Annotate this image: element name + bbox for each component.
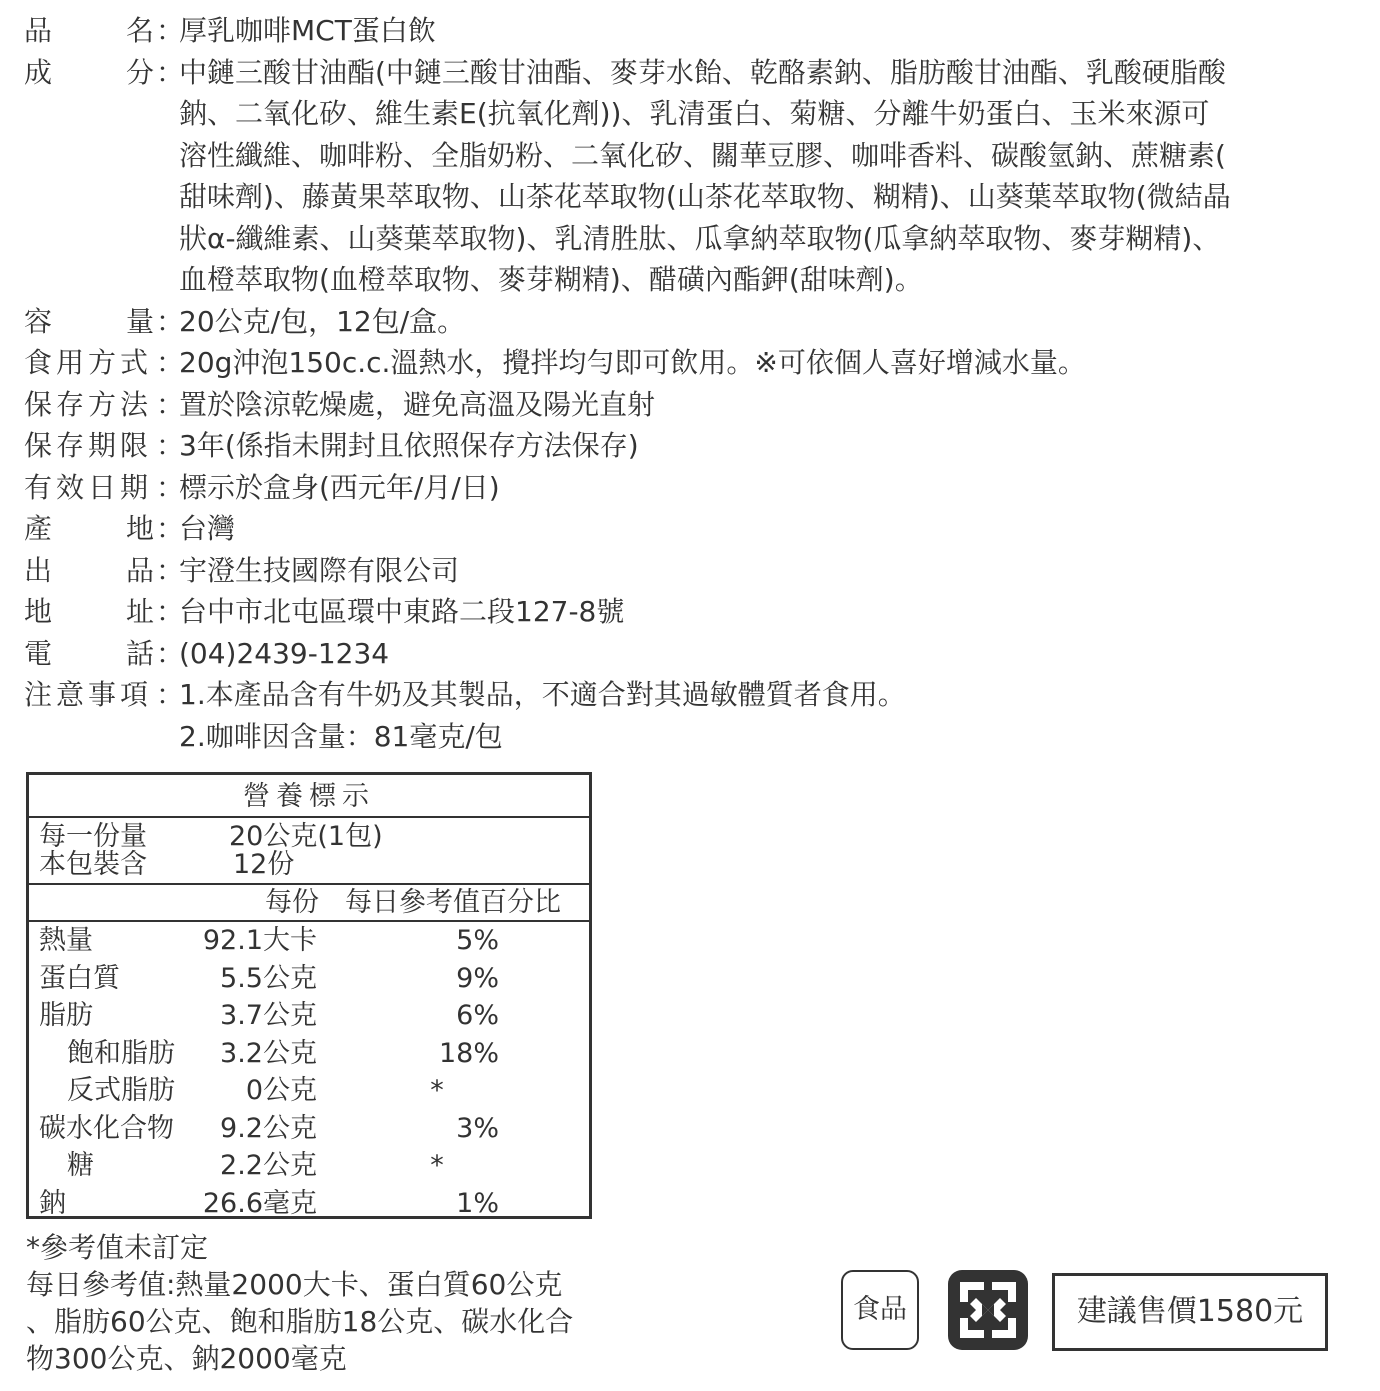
spec-value-line: (04)2439-1234 [179, 636, 390, 670]
spec-colon: ： [156, 14, 185, 47]
spec-value [179, 467, 1339, 509]
spec-key-text: 注意事項 [24, 678, 153, 711]
nutrient-amount: 2.2公克 [220, 1150, 317, 1181]
spec-key-text: 分 [125, 55, 154, 89]
servings-value: 12份 [233, 849, 295, 880]
spec-value-line: 溶性纖維、咖啡粉、全脂奶粉、二氧化矽、關華豆膠、咖啡香料、碳酸氫鈉、蔗糖素( [179, 138, 1226, 172]
spec-key-text: 保存方法 [24, 387, 153, 421]
spec-value [179, 508, 1339, 550]
footnote-daily-ref-2: 、脂肪60公克、飽和脂肪18公克、碳水化合 [26, 1305, 574, 1338]
spec-key-text: 有效日期 [24, 470, 153, 504]
nutrition-facts-table [26, 772, 592, 1219]
spec-key [24, 425, 154, 467]
spec-value-line: 標示於盒身(西元年/月/日) [179, 470, 500, 504]
recycle-icon [946, 1268, 1030, 1352]
spec-key-text: 名 [125, 14, 154, 47]
serving-info [29, 818, 589, 885]
spec-value-line: 狀α-纖維素、山葵葉萃取物)、乳清胜肽、瓜拿納萃取物(瓜拿納萃取物、麥芽糊精)、 [179, 221, 1221, 255]
table-row [29, 1147, 589, 1185]
spec-key [24, 550, 154, 592]
spec-value-line: 甜味劑)、藤黃果萃取物、山茶花萃取物(山茶花萃取物、糊精)、山葵葉萃取物(微結晶 [179, 180, 1231, 213]
spec-value [179, 674, 1339, 757]
spec-value-line: 血橙萃取物(血橙萃取物、麥芽糊精)、醋磺內酯鉀(甜味劑)。 [179, 263, 923, 296]
nutrient-amount: 3.2公克 [220, 1037, 317, 1069]
spec-key-text: 電 [24, 636, 53, 670]
nutrient-name: 碳水化合物 [39, 1112, 174, 1144]
spec-key-text: 址 [125, 595, 154, 628]
spec-colon: ： [156, 55, 185, 89]
spec-key-text: 保存期限 [24, 429, 153, 462]
nutrient-daily-pct: 5% [456, 925, 499, 956]
spec-colon: ： [156, 595, 185, 628]
nutrition-column-headers [29, 885, 589, 922]
spec-value [179, 633, 1339, 675]
spec-value [179, 52, 1339, 301]
spec-key [24, 508, 154, 550]
spec-value [179, 342, 1339, 384]
spec-value [179, 550, 1339, 592]
nutrient-daily-pct: 9% [456, 962, 499, 994]
spec-value [179, 591, 1339, 633]
spec-value-line: 1.本產品含有牛奶及其製品，不適合對其過敏體質者食用。 [179, 678, 906, 711]
spec-key-text: 品 [125, 553, 154, 587]
spec-colon: ： [156, 553, 185, 587]
spec-key [24, 301, 154, 343]
table-row [29, 922, 589, 960]
spec-value-line: 台中市北屯區環中東路二段127-8號 [179, 595, 625, 628]
spec-colon: ： [156, 678, 185, 711]
spec-value [179, 10, 1339, 52]
spec-colon: ： [156, 429, 185, 462]
nutrient-amount: 26.6毫克 [202, 1187, 317, 1219]
spec-key [24, 674, 154, 716]
spec-value-line: 20g沖泡150c.c.溫熱水，攪拌均勻即可飲用。※可依個人喜好增減水量。 [179, 346, 1086, 379]
nutrient-daily-pct: 18% [438, 1037, 499, 1069]
footnote-undefined: *參考值未訂定 [26, 1231, 209, 1264]
spec-key-text: 地 [125, 512, 154, 545]
spec-key-text: 品 [24, 14, 53, 47]
nutrient-amount: 3.7公克 [220, 1000, 317, 1031]
spec-value [179, 425, 1339, 467]
spec-value-line: 厚乳咖啡MCT蛋白飲 [179, 14, 436, 47]
spec-key-text: 地 [24, 595, 53, 628]
servings-label: 本包裝含 [39, 849, 147, 880]
spec-key-text: 成 [24, 55, 53, 89]
spec-key [24, 591, 154, 633]
table-row [29, 960, 589, 998]
suggested-price: 建議售價1580元 [1052, 1273, 1328, 1351]
nutrient-amount: 0公克 [245, 1075, 317, 1106]
spec-key [24, 384, 154, 426]
spec-key-text: 食用方式 [24, 346, 153, 379]
nutrient-daily-pct: * [430, 1150, 444, 1181]
nutrient-daily-pct: * [430, 1075, 444, 1106]
nutrition-title: 營養標示 [29, 775, 589, 818]
food-badge: 食品 [841, 1270, 919, 1350]
nutrient-name: 脂肪 [39, 1000, 93, 1031]
table-row [29, 997, 589, 1035]
spec-value-line: 台灣 [179, 512, 236, 545]
spec-key-text: 產 [24, 512, 53, 545]
footnote-daily-ref-1: 每日參考值:熱量2000大卡、蛋白質60公克 [26, 1268, 563, 1301]
nutrient-amount: 5.5公克 [220, 962, 317, 994]
nutrient-name: 飽和脂肪 [67, 1037, 175, 1069]
table-row [29, 1185, 589, 1223]
spec-value-line: 中鏈三酸甘油酯(中鏈三酸甘油酯、麥芽水飴、乾酪素鈉、脂肪酸甘油酯、乳酸硬脂酸 [179, 55, 1226, 89]
spec-key [24, 52, 154, 94]
serving-size-label: 每一份量 [39, 821, 147, 852]
spec-key [24, 342, 154, 384]
spec-colon: ： [156, 470, 185, 504]
spec-value [179, 301, 1339, 343]
spec-value-line: 20公克/包，12包/盒。 [179, 304, 466, 338]
spec-colon: ： [156, 387, 185, 421]
nutrient-daily-pct: 3% [456, 1112, 499, 1144]
spec-value-line: 2.咖啡因含量：81毫克/包 [179, 719, 503, 753]
nutrient-name: 糖 [67, 1150, 94, 1181]
spec-colon: ： [156, 512, 185, 545]
spec-value-line: 置於陰涼乾燥處，避免高溫及陽光直射 [179, 387, 656, 421]
nutrient-daily-pct: 1% [456, 1187, 499, 1219]
spec-key [24, 10, 154, 52]
nutrient-name: 反式脂肪 [67, 1075, 175, 1106]
footnote-daily-ref-3: 物300公克、鈉2000毫克 [26, 1342, 347, 1375]
spec-key-text: 出 [24, 553, 53, 587]
spec-value-line: 3年(係指未開封且依照保存方法保存) [179, 429, 639, 462]
nutrient-amount: 9.2公克 [220, 1112, 317, 1144]
nutrient-daily-pct: 6% [456, 1000, 499, 1031]
nutrient-name: 蛋白質 [39, 962, 120, 994]
table-row [29, 1072, 589, 1110]
spec-key-text: 容 [24, 304, 53, 338]
table-row [29, 1035, 589, 1073]
col-per-serving: 每份 [265, 887, 319, 918]
table-row [29, 1110, 589, 1148]
spec-key-text: 量 [125, 304, 154, 338]
spec-key-text: 話 [125, 636, 154, 670]
nutrient-name: 鈉 [39, 1187, 66, 1219]
spec-colon: ： [156, 346, 185, 379]
spec-key [24, 467, 154, 509]
spec-value-line: 鈉、二氧化矽、維生素E(抗氧化劑))、乳清蛋白、菊糖、分離牛奶蛋白、玉米來源可 [179, 97, 1210, 130]
spec-key [24, 633, 154, 675]
spec-value [179, 384, 1339, 426]
spec-colon: ： [156, 636, 185, 670]
nutrient-name: 熱量 [39, 925, 93, 956]
spec-value-line: 宇澄生技國際有限公司 [179, 553, 460, 587]
nutrient-amount: 92.1大卡 [202, 925, 317, 956]
spec-colon: ： [156, 304, 185, 338]
col-daily-pct: 每日參考值百分比 [345, 887, 561, 918]
serving-size-value: 20公克(1包) [229, 821, 383, 852]
